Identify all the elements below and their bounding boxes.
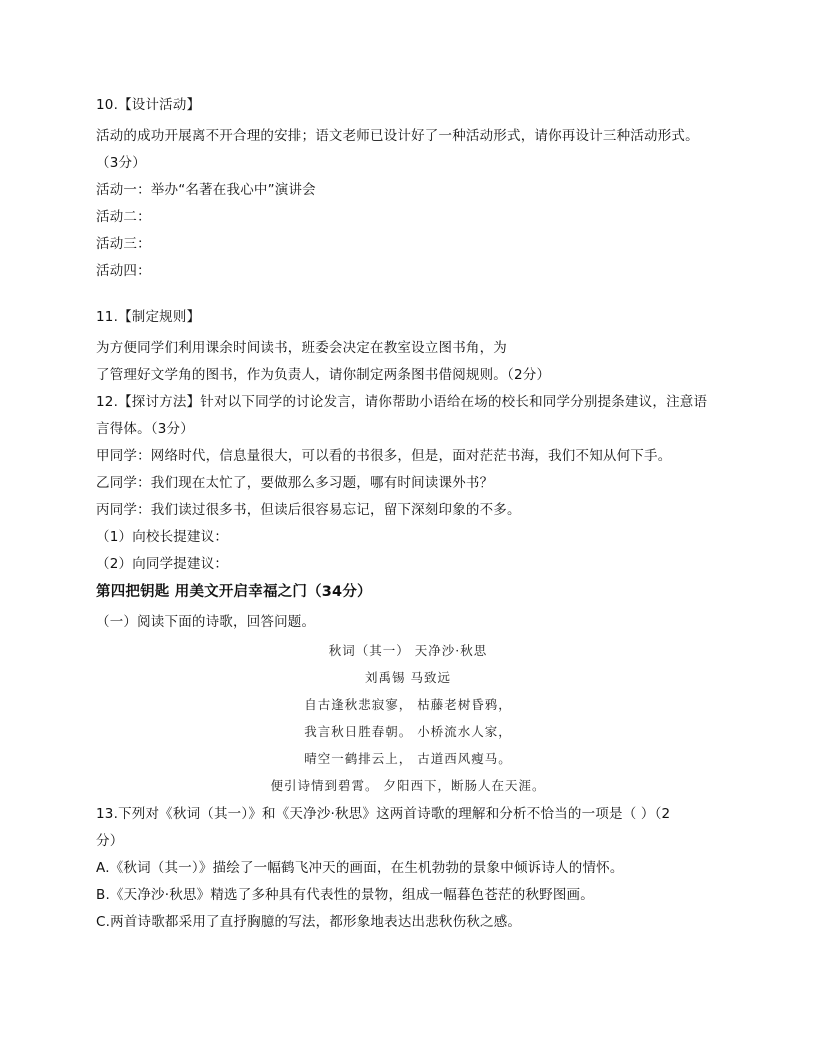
poem-line-3: 晴空一鹤排云上， 古道西风瘦马。 [304, 751, 512, 766]
q13-line-2: 分） [96, 833, 124, 849]
q10-title: 10.【设计活动】 [96, 97, 201, 113]
q13-option-a: A.《秋词（其一）》描绘了一幅鹤飞冲天的画面，在生机勃勃的景象中倾诉诗人的情怀。 [96, 860, 624, 876]
poem-titles: 秋词（其一） 天净沙·秋思 [328, 643, 488, 658]
q12-speaker-2: 乙同学：我们现在太忙了，要做那么多习题，哪有时间读课外书？ [96, 475, 494, 491]
q12-sub-2: （2）向同学提建议： [96, 556, 229, 572]
q13-option-b: B.《天净沙·秋思》精选了多种具有代表性的景物，组成一幅暮色苍茫的秋野图画。 [96, 887, 594, 903]
section-4-part-1: （一）阅读下面的诗歌，回答问题。 [96, 614, 316, 630]
poem-authors: 刘禹锡 马致远 [365, 670, 451, 685]
q12-speaker-3: 丙同学：我们读过很多书，但读后很容易忘记，留下深刻印象的不多。 [96, 502, 521, 518]
q10-score: （3分） [96, 155, 146, 171]
q10-activity-4: 活动四： [96, 263, 151, 279]
q12-line-2: 言得体。（3分） [96, 421, 194, 437]
q10-activity-1: 活动一：举办“名著在我心中”演讲会 [96, 182, 316, 198]
q12-line-1: 12.【探讨方法】针对以下同学的讨论发言，请你帮助小语给在场的校长和同学分别提条建议，注意语 [96, 394, 708, 410]
q13-option-c: C.两首诗歌都采用了直抒胸臆的写法，都形象地表达出悲秋伤秋之感。 [96, 914, 522, 930]
q11-line-1: 为方便同学们利用课余时间读书，班委会决定在教室设立图书角，为 [96, 340, 507, 356]
q10-stem: 活动的成功开展离不开合理的安排；语文老师已设计好了一种活动形式，请你再设计三种活动形式。 [96, 128, 699, 144]
q10-activity-3: 活动三： [96, 236, 151, 252]
q12-speaker-1: 甲同学：网络时代，信息量很大，可以看的书很多，但是，面对茫茫书海，我们不知从何下手。 [96, 448, 672, 464]
q10-activity-2: 活动二： [96, 209, 151, 225]
q11-title: 11.【制定规则】 [96, 309, 201, 325]
poem-line-1: 自古逢秋悲寂寥， 枯藤老树昏鸦， [304, 697, 512, 712]
section-4-heading: 第四把钥匙 用美文开启幸福之门（34分） [96, 584, 372, 600]
q13-line-1: 13.下列对《秋词（其一）》和《天净沙·秋思》这两首诗歌的理解和分析不恰当的一项是（ ）（2 [96, 806, 671, 822]
q12-sub-1: （1）向校长提建议： [96, 529, 229, 545]
q11-line-2: 了管理好文学角的图书，作为负责人，请你制定两条图书借阅规则。（2分） [96, 367, 551, 383]
poem-line-4: 便引诗情到碧霄。 夕阳西下，断肠人在天涯。 [270, 778, 546, 793]
poem-line-2: 我言秋日胜春朝。 小桥流水人家， [304, 724, 512, 739]
